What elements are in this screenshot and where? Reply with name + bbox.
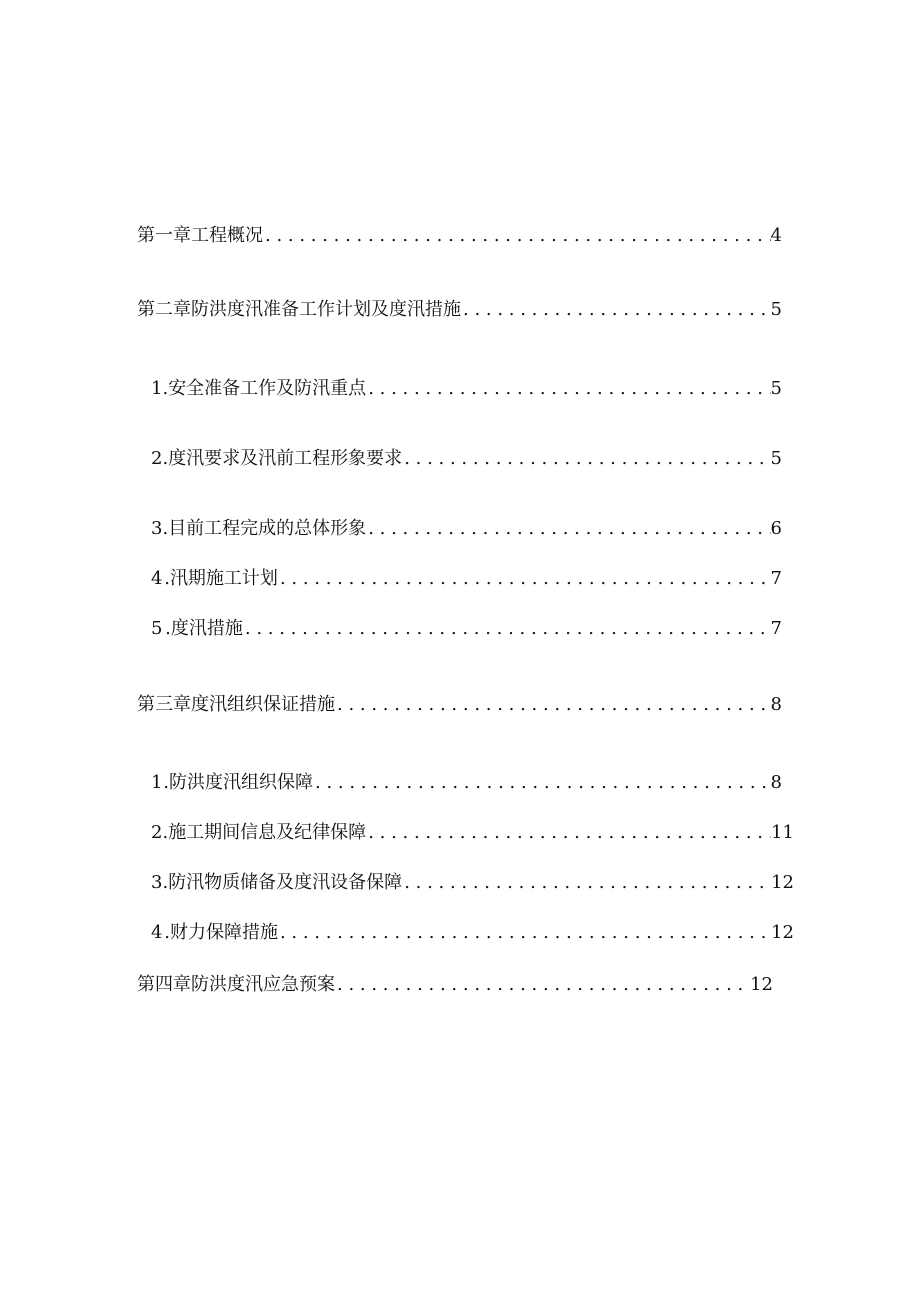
toc-section-2-1[interactable] — [151, 375, 782, 403]
toc-title: 防汛物质储备及度汛设备保障 — [168, 872, 403, 893]
toc-chapter-4[interactable] — [137, 971, 773, 999]
toc-page-number: 5 — [770, 448, 782, 469]
toc-leader-dots — [366, 515, 770, 543]
toc-section-3-2[interactable] — [151, 819, 794, 847]
toc-chapter-1[interactable] — [137, 222, 782, 250]
toc-section-separator: . — [162, 448, 169, 469]
toc-section-number: 1 — [151, 772, 163, 793]
toc-title: 第二章防洪度汛准备工作计划及度汛措施 — [137, 299, 461, 320]
toc-section-2-4[interactable] — [151, 565, 782, 593]
toc-title: 安全准备工作及防汛重点 — [168, 378, 367, 399]
toc-section-number: 2 — [151, 448, 163, 469]
toc-title: 施工期间信息及纪律保障 — [168, 822, 367, 843]
toc-leader-dots — [313, 769, 771, 797]
toc-page-number: 6 — [770, 518, 782, 539]
toc-page-number: 12 — [771, 872, 794, 893]
toc-section-number: 4 — [151, 568, 163, 589]
toc-chapter-3[interactable] — [137, 691, 782, 719]
toc-leader-dots — [243, 615, 771, 643]
toc-title: 第一章工程概况 — [137, 225, 263, 246]
toc-page-number: 5 — [770, 378, 782, 399]
toc-title: 目前工程完成的总体形象 — [168, 518, 367, 539]
toc-section-separator: . — [162, 378, 169, 399]
toc-leader-dots — [402, 869, 771, 897]
toc-leader-dots — [402, 445, 770, 473]
toc-section-number: 2 — [151, 822, 163, 843]
toc-section-separator: . — [164, 922, 170, 943]
toc-section-separator: . — [162, 822, 169, 843]
toc-page-number: 12 — [771, 922, 794, 943]
toc-leader-dots — [263, 222, 771, 250]
toc-section-number: 5 — [151, 618, 163, 639]
toc-title: 度汛措施 — [170, 618, 243, 639]
toc-section-separator: . — [162, 872, 169, 893]
toc-section-number: 4 — [151, 922, 163, 943]
toc-page-number: 12 — [750, 974, 773, 995]
toc-leader-dots — [335, 691, 771, 719]
toc-page-number: 8 — [770, 694, 782, 715]
toc-section-3-3[interactable] — [151, 869, 794, 897]
toc-section-2-2[interactable] — [151, 445, 782, 473]
toc-page-number: 7 — [770, 618, 782, 639]
toc-leader-dots — [366, 375, 770, 403]
toc-title: 防洪度汛组织保障 — [169, 772, 313, 793]
toc-section-2-3[interactable] — [151, 515, 782, 543]
toc-leader-dots — [366, 819, 771, 847]
toc-page-number: 8 — [770, 772, 782, 793]
toc-leader-dots — [278, 565, 771, 593]
toc-section-3-4[interactable] — [151, 919, 794, 947]
toc-title: 财力保障措施 — [169, 922, 278, 943]
toc-page-number: 4 — [770, 225, 782, 246]
toc-section-3-1[interactable] — [151, 769, 782, 797]
toc-section-number: 1 — [151, 378, 163, 399]
toc-title: 度汛要求及汛前工程形象要求 — [168, 448, 403, 469]
toc-title: 第三章度汛组织保证措施 — [137, 694, 335, 715]
toc-section-separator: . — [163, 772, 169, 793]
toc-section-2-5[interactable] — [151, 615, 782, 643]
toc-page-number: 7 — [770, 568, 782, 589]
toc-section-number: 3 — [151, 872, 163, 893]
toc-chapter-2[interactable] — [137, 296, 782, 324]
toc-leader-dots — [335, 971, 750, 999]
toc-leader-dots — [461, 296, 771, 324]
toc-section-separator: . — [162, 518, 169, 539]
toc-page-number: 5 — [770, 299, 782, 320]
toc-page-number: 11 — [771, 822, 794, 843]
toc-section-number: 3 — [151, 518, 163, 539]
toc-section-separator: . — [164, 568, 170, 589]
toc-title: 第四章防洪度汛应急预案 — [137, 974, 335, 995]
toc-leader-dots — [278, 919, 771, 947]
toc-section-separator: . — [165, 618, 171, 639]
toc-title: 汛期施工计划 — [169, 568, 278, 589]
